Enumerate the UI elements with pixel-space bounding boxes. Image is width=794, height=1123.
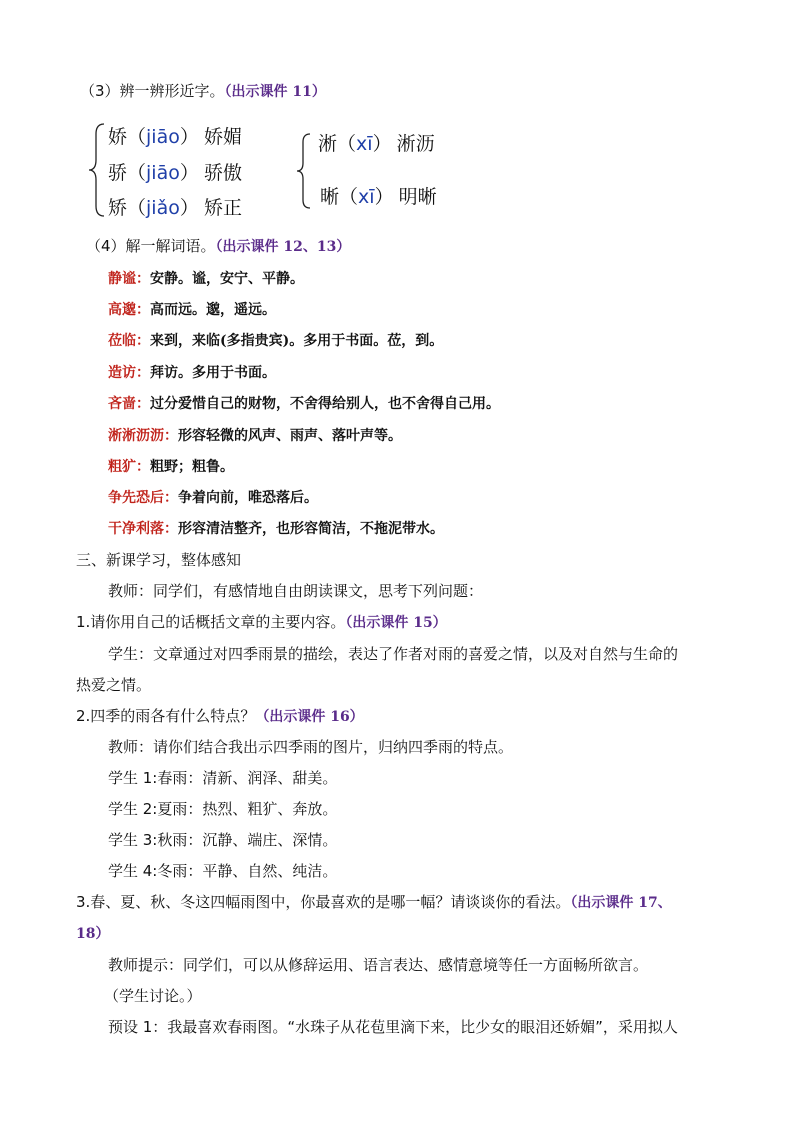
vocab-item [108,517,444,540]
vocab-term: 粗犷： [108,459,150,475]
left-brace-icon [88,122,106,218]
right-brace-icon [296,132,312,210]
question-1-text: 1.请你用自己的话概括文章的主要内容。 [76,613,346,631]
word: 骄傲 [203,162,242,184]
char: 晰 [320,186,340,208]
vocab-term: 造访： [108,365,150,381]
vocab-term: 静谧： [108,271,150,287]
char-row-jiao1 [108,122,242,149]
word: 娇媚 [203,126,242,148]
section3-cite: （出示课件 11） [224,84,326,100]
vocab-term: 莅临： [108,333,150,349]
paren-open: （ [127,197,147,219]
char-row-xi2 [320,182,437,209]
paren-open: （ [127,126,147,148]
student-answer: 学生 4:冬雨：平静、自然、纯洁。 [108,862,338,880]
question-3-cite-cont [76,922,109,945]
question-3-text: 3.春、夏、秋、冬这四幅雨图中，你最喜欢的是哪一幅？请谈谈你的看法。 [76,893,571,911]
paren-open: （ [127,162,147,184]
question-1 [76,611,447,634]
paren-close: ） [179,162,199,184]
vocab-item [108,424,402,447]
vocab-definition: 粗野；粗鲁。 [150,459,234,475]
pinyin: xī [356,133,373,155]
vocab-definition: 形容清洁整齐，也形容简洁，不拖泥带水。 [178,521,444,537]
question-3-cite-continued: 18） [76,926,110,942]
vocab-item [108,267,304,290]
question-3-cite: （出示课件 17、 [570,895,672,911]
answer-1-line2: 热爱之情。 [76,676,152,694]
student-answer: 学生 1:春雨：清新、润泽、甜美。 [108,769,338,787]
section3-heading-text: （3）辨一辨形近字。 [80,82,225,100]
char-row-jiao2 [108,158,242,185]
pinyin: xī [358,186,375,208]
word: 明晰 [398,186,437,208]
char: 矫 [108,197,128,219]
paren-close: ） [179,197,199,219]
vocab-item [108,486,318,509]
question-1-cite: （出示课件 15） [345,615,447,631]
paren-open: （ [337,133,357,155]
part3-heading: 三、新课学习，整体感知 [76,551,242,569]
part3-intro: 教师：同学们，有感情地自由朗读课文，思考下列问题： [108,582,484,600]
pinyin: jiǎo [146,197,180,219]
vocab-term: 高邈： [108,302,150,318]
vocab-definition: 高而远。邈，遥远。 [150,302,276,318]
paren-close: ） [372,133,392,155]
pinyin: jiāo [146,162,180,184]
answer-1-line1: 学生：文章通过对四季雨景的描绘，表达了作者对雨的喜爱之情，以及对自然与生命的 [108,645,679,663]
question-3-discussion: （学生讨论。） [104,987,202,1005]
vocab-term: 争先恐后： [108,490,178,506]
word: 淅沥 [396,133,435,155]
vocab-definition: 过分爱惜自己的财物，不舍得给别人，也不舍得自己用。 [150,396,500,412]
vocab-term: 吝啬： [108,396,150,412]
vocab-item [108,329,443,352]
question-3-hint: 教师提示：同学们，可以从修辞运用、语言表达、感情意境等任一方面畅所欲言。 [108,956,649,974]
paren-open: （ [339,186,359,208]
question-3 [76,891,672,914]
vocab-item [108,361,276,384]
char: 骄 [108,162,128,184]
vocab-definition: 安静。谧，安宁、平静。 [150,271,304,287]
student-answer: 学生 2:夏雨：热烈、粗犷、奔放。 [108,800,338,818]
section3-heading [80,80,326,103]
student-answer: 学生 3:秋雨：沉静、端庄、深情。 [108,831,338,849]
char-row-jiao3 [108,193,242,220]
vocab-term: 干净利落： [108,521,178,537]
char: 娇 [108,126,128,148]
vocab-item [108,455,234,478]
question-2-teacher: 教师：请你们结合我出示四季雨的图片，归纳四季雨的特点。 [108,738,514,756]
char-row-xi1 [318,129,435,156]
paren-close: ） [374,186,394,208]
char: 淅 [318,133,338,155]
question-2-text: 2.四季的雨各有什么特点？ [76,707,256,725]
question-2-cite: （出示课件 16） [255,709,364,725]
word: 矫正 [203,197,242,219]
vocab-term: 淅淅沥沥： [108,428,178,444]
section4-cite: （出示课件 12、13） [215,239,351,255]
section4-heading-text: （4）解一解词语。 [86,237,216,255]
vocab-item [108,298,276,321]
vocab-definition: 拜访。多用于书面。 [150,365,276,381]
section4-heading [86,235,350,258]
vocab-definition: 来到，来临(多指贵宾)。多用于书面。莅，到。 [150,333,444,349]
pinyin: jiāo [146,126,180,148]
question-2 [76,705,364,728]
paren-close: ） [179,126,199,148]
vocab-definition: 争着向前，唯恐落后。 [178,490,318,506]
vocab-definition: 形容轻微的风声、雨声、落叶声等。 [178,428,402,444]
question-3-preset: 预设 1：我最喜欢春雨图。“水珠子从花苞里滴下来，比少女的眼泪还娇媚”，采用拟人 [108,1018,678,1036]
vocab-item [108,392,500,415]
